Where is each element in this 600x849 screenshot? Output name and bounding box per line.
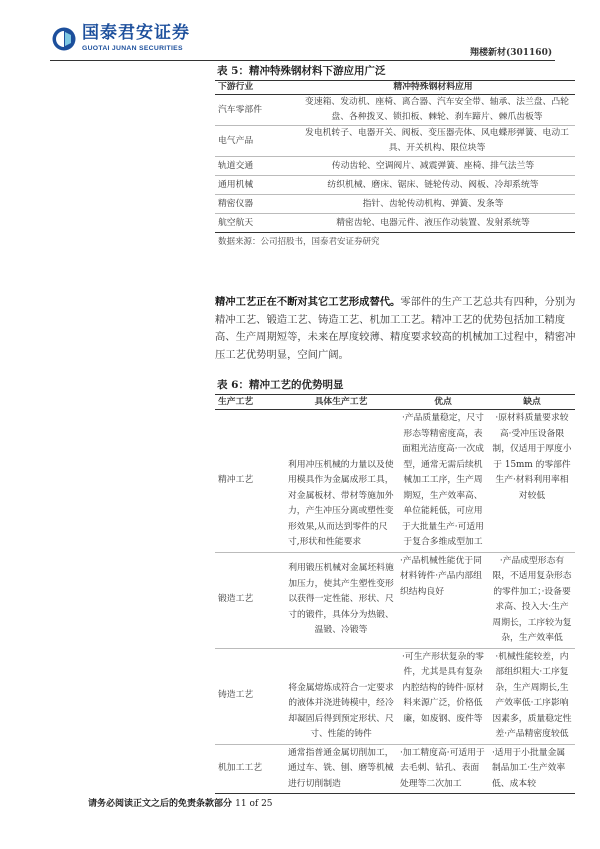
table5-title: 表 5：精冲特殊钢材料下游应用广泛 [217,65,386,77]
page-number: 11 of 25 [235,799,273,809]
table5 [215,80,575,233]
industry-cell: 航空航天 [215,214,291,233]
industry-cell: 通用机械 [215,176,291,195]
table-row [215,176,575,195]
industry-cell: 轨道交通 [215,157,291,176]
data-source-note: 数据来源：公司招股书，国泰君安证券研究 [218,237,380,247]
table-row [215,744,575,794]
table-row [215,195,575,214]
disadvantages-cell: ·原材料质量要求较高·受冲压设备限制，仅适用于厚度小于 15mm 的零部件生产·材料利用率相对较低 [489,410,575,553]
main-content [88,64,576,810]
application-cell: 传动齿轮、空调阀片、减震弹簧、座椅、排气法兰等 [291,157,575,176]
header-divider [50,60,555,61]
column-header: 缺点 [489,395,575,410]
advantages-cell: ·可生产形状复杂的零件，尤其是具有复杂内腔结构的铸件·原材料来源广泛，价格低廉，如废钢、废件等 [397,648,489,744]
disclaimer-note: 请务必阅读正文之后的免责条款部分 [88,799,233,809]
column-header: 具体生产工艺 [285,395,397,410]
table-row [215,648,575,744]
guotai-junan-logo-icon [52,27,76,51]
application-cell: 指针、齿轮传动机构、弹簧、发条等 [291,195,575,214]
table-row [215,157,575,176]
advantages-cell: ·产品机械性能优于同材料铸件·产品内部组织结构良好 [397,552,489,648]
company-name-en: GUOTAI JUNAN SECURITIES [82,45,183,52]
table-header-row [215,81,575,95]
advantages-cell: ·产品质量稳定，尺寸形态等精密度高，表面粗光洁度高·一次成型，通常无需后续机械加工工序，生产周期短，生产效率高、单位能耗低，可应用于大批量生产·可适用于复合多维成型加工 [397,410,489,553]
body-paragraph [215,294,577,364]
paragraph-lead: 精冲工艺正在不断对其它工艺形成替代。 [215,296,401,308]
table-row [215,126,575,157]
application-cell: 发电机转子、电器开关、阀板、变压器壳体、风电蝶形弹簧、电动工具、开关机构、限位块等 [291,126,575,157]
description-cell: 将金属熔炼成符合一定要求的液体并浇进铸模中，经冷却凝固后得到预定形状、尺寸、性能的铸件 [285,648,397,744]
industry-cell: 汽车零部件 [215,95,291,126]
table-row [215,410,575,553]
application-cell: 变速箱、发动机、座椅、离合器、汽车安全带、轴承、法兰盘、凸轮盘、各种拨叉、锁扣板、棘轮、刹车蹄片、棘爪齿板等 [291,95,575,126]
column-header: 生产工艺 [215,395,285,410]
process-cell: 锻造工艺 [215,552,285,648]
disadvantages-cell: ·机械性能较差，内部组织粗大·工序复杂，生产周期长,生产效率低·工序影响因素多，质量稳定性差·产品精密度较低 [489,648,575,744]
column-header: 下游行业 [215,81,291,95]
page-footer [88,798,588,810]
description-cell: 利用锻压机械对金属坯料施加压力，使其产生塑性变形以获得一定性能、形状、尺寸的锻件，具体分为热锻、温锻、冷锻等 [285,552,397,648]
description-cell: 利用冲压机械的力量以及使用模具作为金属成形工具，对金属板材、带材等施加外力，产生冲压分离或塑性变形效果,从而达到零件的尺寸,形状和性能要求 [285,410,397,553]
company-name-cn: 国泰君安证券 [82,23,190,43]
industry-cell: 精密仪器 [215,195,291,214]
table-row [215,552,575,648]
column-header: 精冲特殊钢材料应用 [291,81,575,95]
column-header: 优点 [397,395,489,410]
table-row [215,95,575,126]
paragraph-body: 零部件的生产工艺总共有四种，分别为精冲工艺、锻造工艺、铸造工艺、机加工工艺。精冲工艺的优势包括加工精度高、生产周期短等，未来在厚度较薄、精度要求较高的机械加工过程中，精密冲压工艺优势明显，空间广阔。 [215,296,576,361]
description-cell: 通常指普通金属切削加工，通过车、铣、刨、磨等机械进行切削制造 [285,744,397,794]
process-cell: 机加工工艺 [215,744,285,794]
application-cell: 精密齿轮、电器元件、液压作动装置、发射系统等 [291,214,575,233]
table6-title: 表 6：精冲工艺的优势明显 [217,379,344,391]
table-row [215,214,575,233]
table6 [215,394,575,794]
table-header-row [215,395,575,410]
disadvantages-cell: ·适用于小批量金属制品加工·生产效率低、成本较 [489,744,575,794]
application-cell: 纺织机械、磨床、锯床、链轮传动、阀板、冷却系统等 [291,176,575,195]
process-cell: 精冲工艺 [215,410,285,553]
process-cell: 铸造工艺 [215,648,285,744]
industry-cell: 电气产品 [215,126,291,157]
disadvantages-cell: ·产品成型形态有限，不适用复杂形态的零件加工；·设备要求高、投入大·生产周期长，工序较为复杂，生产效率低 [489,552,575,648]
stock-label: 翔楼新材(301160) [470,48,553,58]
advantages-cell: ·加工精度高·可适用于去毛刺、钻孔、表面处理等二次加工 [397,744,489,794]
